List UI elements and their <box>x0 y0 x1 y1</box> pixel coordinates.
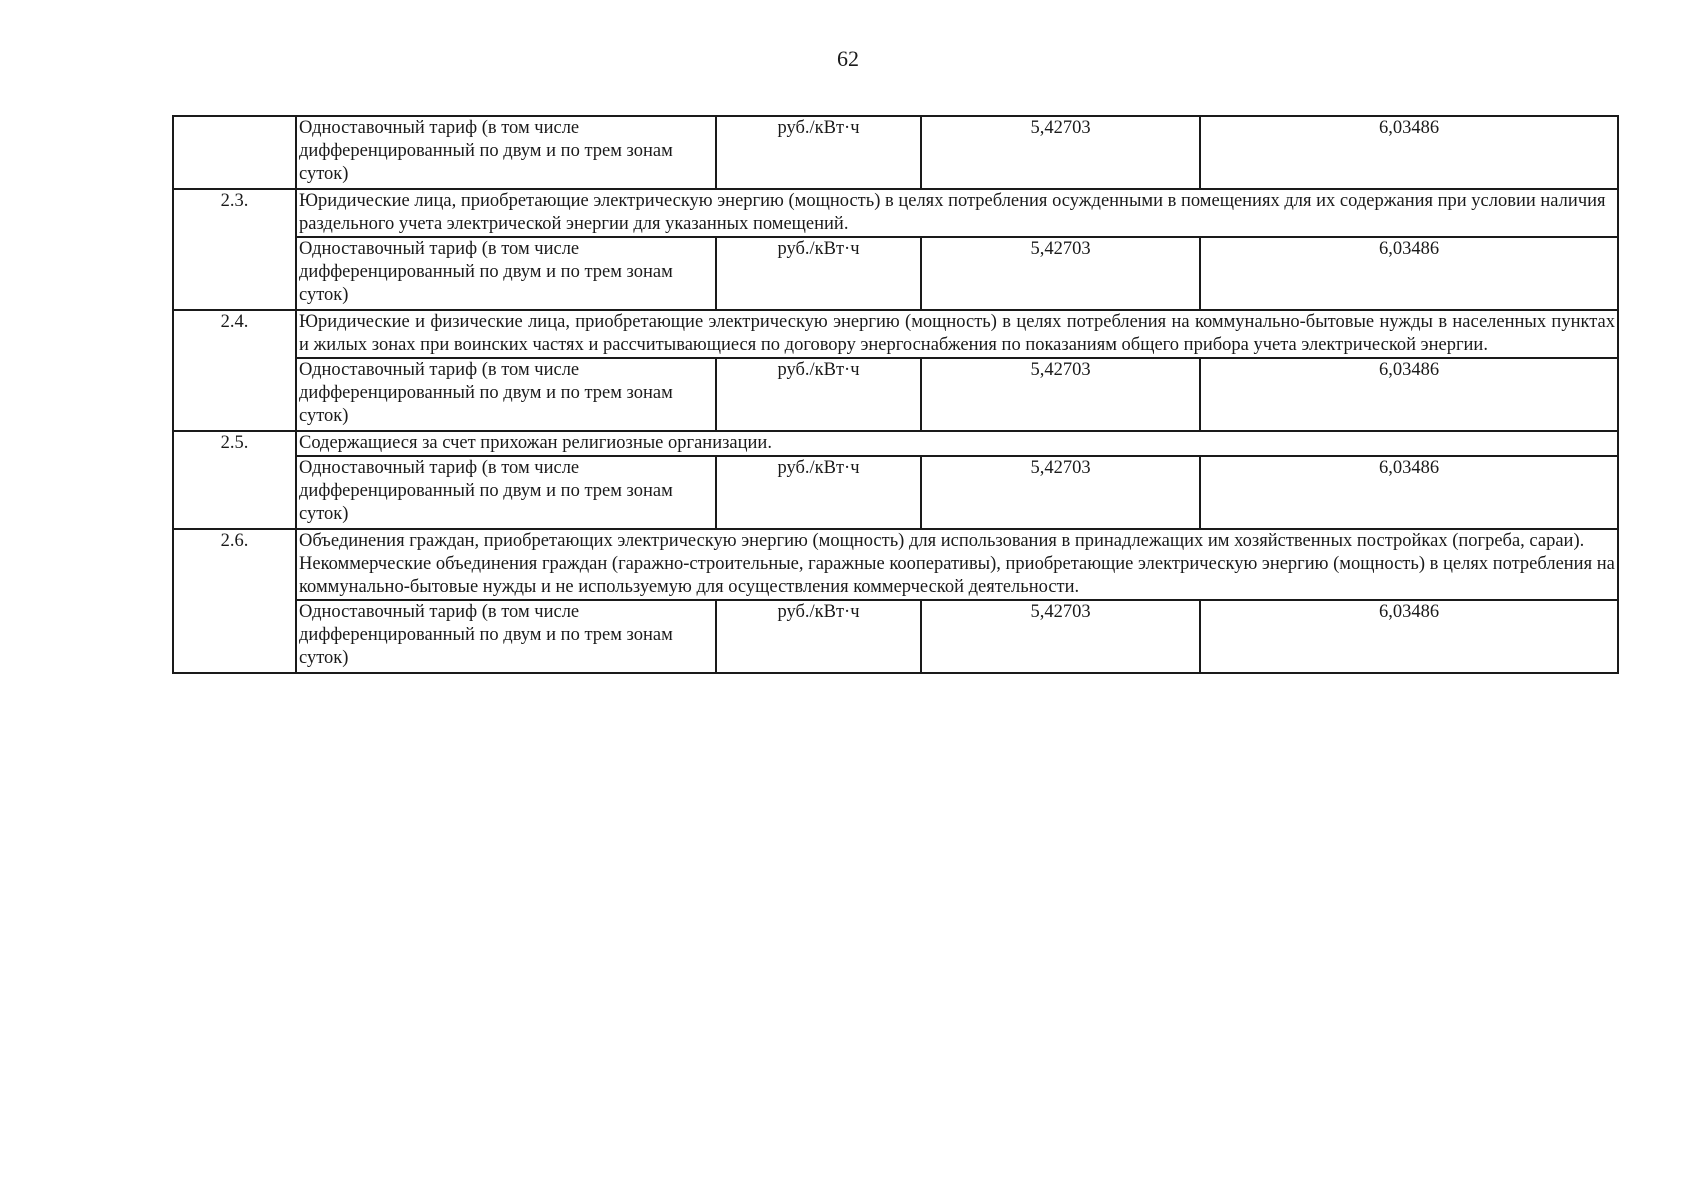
section-description-paragraph: Некоммерческие объединения граждан (гаражно-строительные, гаражные кооперативы), приобретающие электрическую энергию (мощность) в целях потребления на коммунально-бытовые нужды и не используемую для осуществления коммерческой деятельности. <box>299 554 1615 597</box>
tariff-label-cell: Одноставочный тариф (в том числе дифференцированный по двум и по трем зонам суток) <box>296 358 716 431</box>
value-1-cell: 5,42703 <box>921 358 1200 431</box>
section-description <box>296 529 1618 600</box>
value-2-cell: 6,03486 <box>1200 358 1618 431</box>
unit-cell: руб./кВт·ч <box>716 237 921 310</box>
value-2-cell: 6,03486 <box>1200 116 1618 189</box>
section-description-paragraph: Объединения граждан, приобретающих электрическую энергию (мощность) для использования в принадлежащих им хозяйственных постройках (погреба, сараи). <box>299 531 1585 551</box>
value-2-cell: 6,03486 <box>1200 456 1618 529</box>
table-row <box>173 431 1618 456</box>
table-row <box>173 600 1618 673</box>
table-row <box>173 189 1618 237</box>
section-number: 2.4. <box>173 310 296 431</box>
section-number: 2.6. <box>173 529 296 673</box>
section-description: Содержащиеся за счет прихожан религиозные организации. <box>296 431 1618 456</box>
value-1-cell: 5,42703 <box>921 116 1200 189</box>
section-number: 2.3. <box>173 189 296 310</box>
unit-cell: руб./кВт·ч <box>716 116 921 189</box>
table-row <box>173 116 1618 189</box>
section-description: Юридические лица, приобретающие электрическую энергию (мощность) в целях потребления осужденными в помещениях для их содержания при условии наличия раздельного учета электрической энергии для указанных помещений. <box>296 189 1618 237</box>
unit-cell: руб./кВт·ч <box>716 358 921 431</box>
tariff-label-cell: Одноставочный тариф (в том числе дифференцированный по двум и по трем зонам суток) <box>296 116 716 189</box>
table-row <box>173 456 1618 529</box>
page-number: 62 <box>837 46 859 71</box>
section-number: 2.5. <box>173 431 296 529</box>
table-row <box>173 310 1618 358</box>
table-row <box>173 237 1618 310</box>
value-2-cell: 6,03486 <box>1200 237 1618 310</box>
tariff-label-cell: Одноставочный тариф (в том числе дифференцированный по двум и по трем зонам суток) <box>296 600 716 673</box>
value-1-cell: 5,42703 <box>921 237 1200 310</box>
tariff-label-cell: Одноставочный тариф (в том числе дифференцированный по двум и по трем зонам суток) <box>296 456 716 529</box>
value-2-cell: 6,03486 <box>1200 600 1618 673</box>
row-number-cell <box>173 116 296 189</box>
tariff-label-cell: Одноставочный тариф (в том числе дифференцированный по двум и по трем зонам суток) <box>296 237 716 310</box>
tariff-table <box>172 115 1619 674</box>
unit-cell: руб./кВт·ч <box>716 456 921 529</box>
table-row <box>173 529 1618 600</box>
table-row <box>173 358 1618 431</box>
value-1-cell: 5,42703 <box>921 456 1200 529</box>
unit-cell: руб./кВт·ч <box>716 600 921 673</box>
section-description: Юридические и физические лица, приобретающие электрическую энергию (мощность) в целях потребления на коммунально-бытовые нужды в населенных пунктах и жилых зонах при воинских частях и рассчитывающиеся по договору энергоснабжения по показаниям общего прибора учета электрической энергии. <box>296 310 1618 358</box>
value-1-cell: 5,42703 <box>921 600 1200 673</box>
